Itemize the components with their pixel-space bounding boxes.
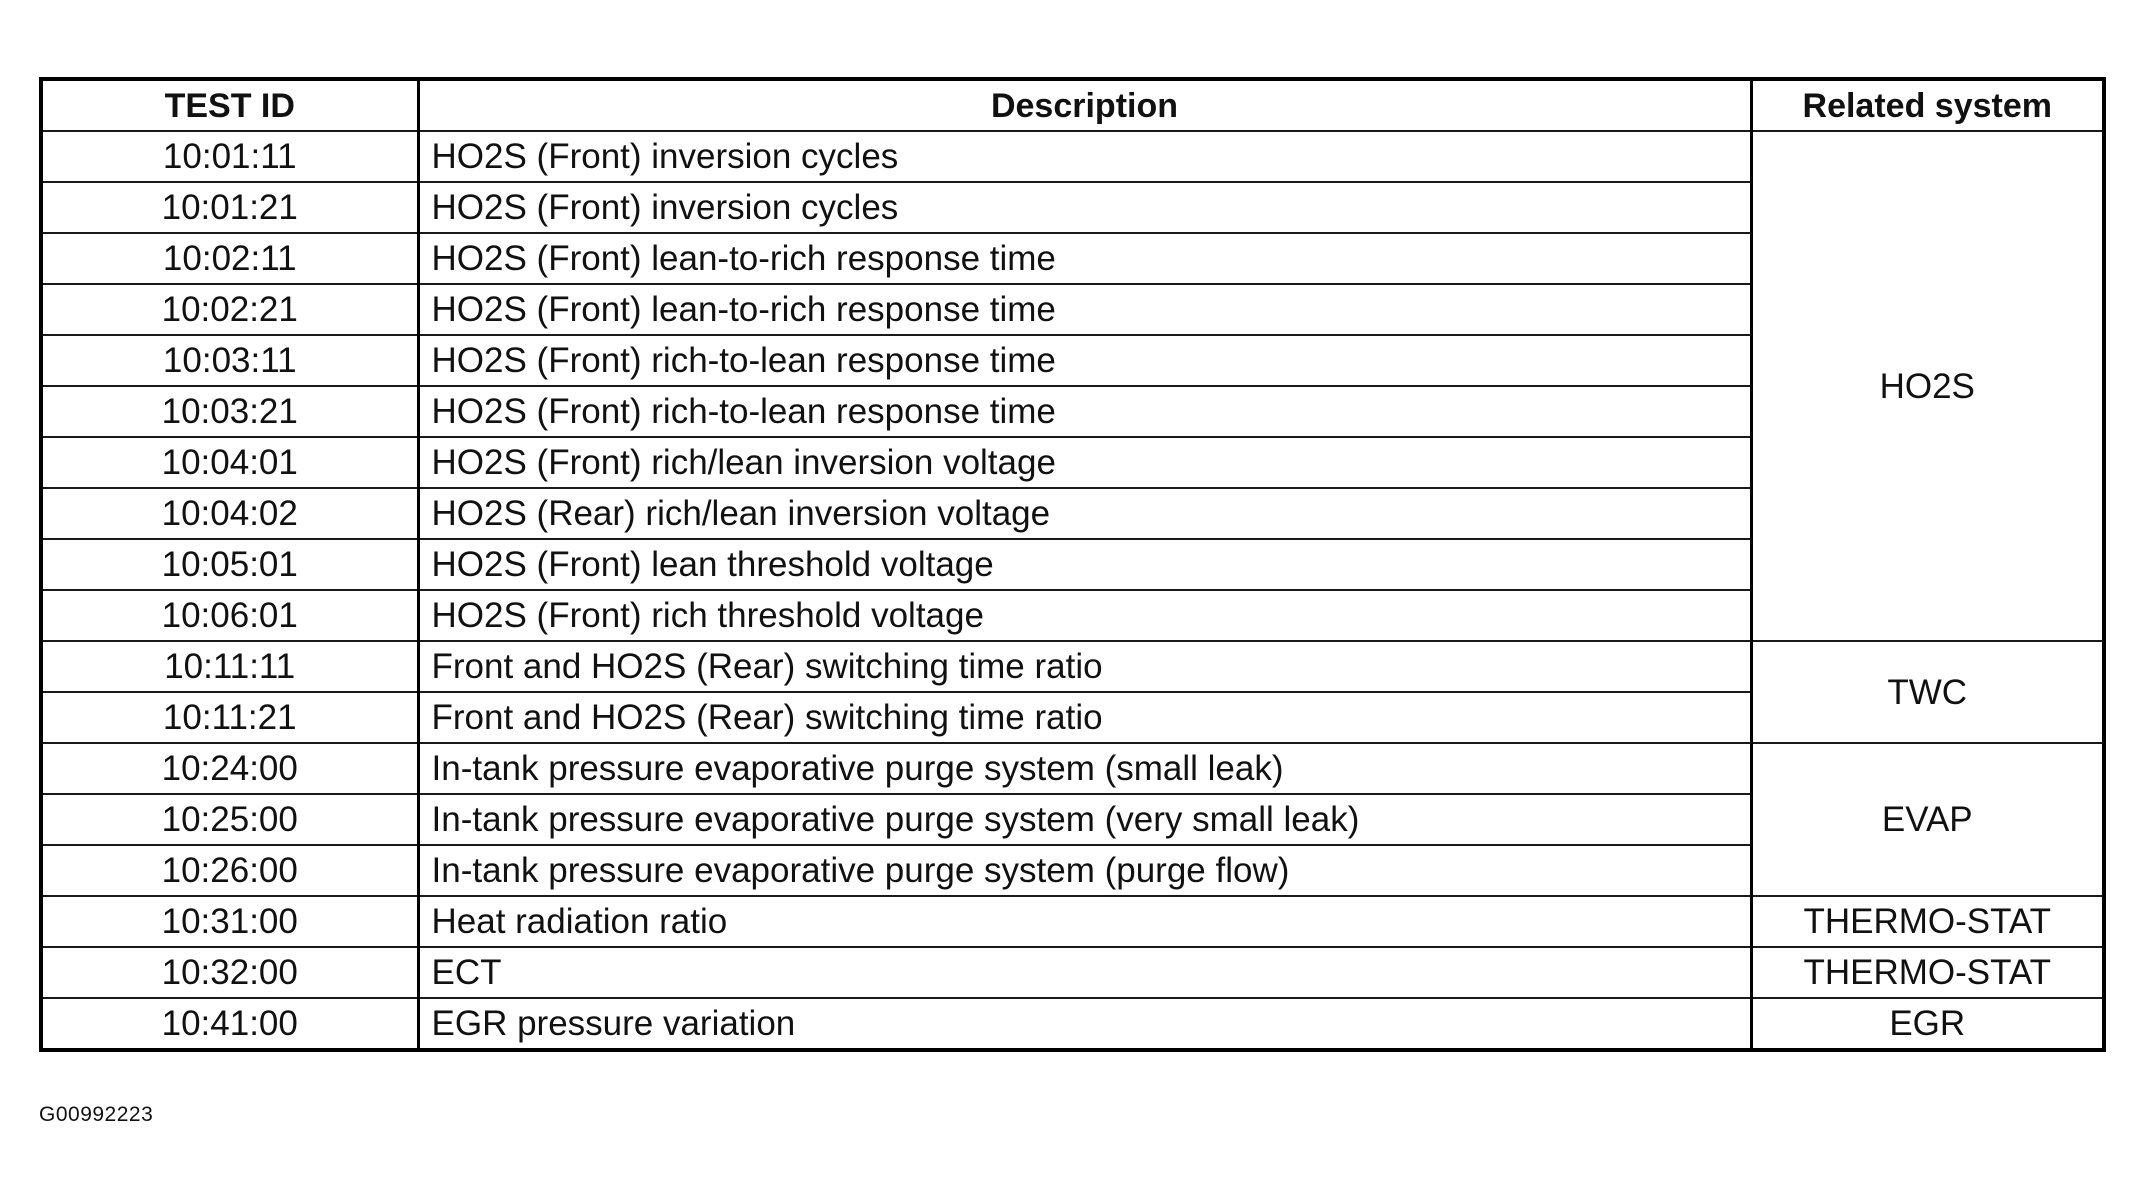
description-cell: HO2S (Front) rich threshold voltage [418, 590, 1751, 641]
header-test-id: TEST ID [41, 79, 418, 131]
test-id-cell: 10:41:00 [41, 998, 418, 1050]
table-row [41, 131, 2104, 182]
table-row [41, 896, 2104, 947]
description-cell: HO2S (Front) lean-to-rich response time [418, 233, 1751, 284]
description-cell: HO2S (Front) rich/lean inversion voltage [418, 437, 1751, 488]
test-id-cell: 10:03:11 [41, 335, 418, 386]
description-cell: In-tank pressure evaporative purge system (purge flow) [418, 845, 1751, 896]
table-row [41, 998, 2104, 1050]
test-id-cell: 10:02:11 [41, 233, 418, 284]
test-id-cell: 10:04:01 [41, 437, 418, 488]
description-cell: Front and HO2S (Rear) switching time ratio [418, 641, 1751, 692]
description-cell: HO2S (Front) inversion cycles [418, 182, 1751, 233]
description-cell: HO2S (Front) lean-to-rich response time [418, 284, 1751, 335]
header-description: Description [418, 79, 1751, 131]
test-id-cell: 10:26:00 [41, 845, 418, 896]
test-id-cell: 10:11:11 [41, 641, 418, 692]
related-system-cell: THERMO-STAT [1751, 947, 2104, 998]
related-system-cell: HO2S [1751, 131, 2104, 641]
related-system-cell: THERMO-STAT [1751, 896, 2104, 947]
test-id-cell: 10:32:00 [41, 947, 418, 998]
description-cell: In-tank pressure evaporative purge system (very small leak) [418, 794, 1751, 845]
description-cell: EGR pressure variation [418, 998, 1751, 1050]
description-cell: HO2S (Rear) rich/lean inversion voltage [418, 488, 1751, 539]
test-id-cell: 10:24:00 [41, 743, 418, 794]
test-id-cell: 10:25:00 [41, 794, 418, 845]
description-cell: Heat radiation ratio [418, 896, 1751, 947]
description-cell: In-tank pressure evaporative purge system (small leak) [418, 743, 1751, 794]
description-cell: HO2S (Front) inversion cycles [418, 131, 1751, 182]
description-cell: HO2S (Front) lean threshold voltage [418, 539, 1751, 590]
test-id-cell: 10:31:00 [41, 896, 418, 947]
test-id-cell: 10:06:01 [41, 590, 418, 641]
test-id-table [39, 77, 2106, 1052]
description-cell: Front and HO2S (Rear) switching time ratio [418, 692, 1751, 743]
table-body [41, 131, 2104, 1050]
table-row [41, 947, 2104, 998]
description-cell: HO2S (Front) rich-to-lean response time [418, 386, 1751, 437]
test-id-cell: 10:05:01 [41, 539, 418, 590]
test-id-cell: 10:01:21 [41, 182, 418, 233]
description-cell: ECT [418, 947, 1751, 998]
description-cell: HO2S (Front) rich-to-lean response time [418, 335, 1751, 386]
table-row [41, 641, 2104, 692]
header-related-system: Related system [1751, 79, 2104, 131]
test-id-cell: 10:11:21 [41, 692, 418, 743]
related-system-cell: EVAP [1751, 743, 2104, 896]
table-row [41, 743, 2104, 794]
figure-code: G00992223 [39, 1103, 154, 1126]
test-id-cell: 10:03:21 [41, 386, 418, 437]
test-id-table-container [39, 77, 2102, 1052]
related-system-cell: TWC [1751, 641, 2104, 743]
related-system-cell: EGR [1751, 998, 2104, 1050]
test-id-cell: 10:02:21 [41, 284, 418, 335]
table-header-row [41, 79, 2104, 131]
test-id-cell: 10:01:11 [41, 131, 418, 182]
test-id-cell: 10:04:02 [41, 488, 418, 539]
